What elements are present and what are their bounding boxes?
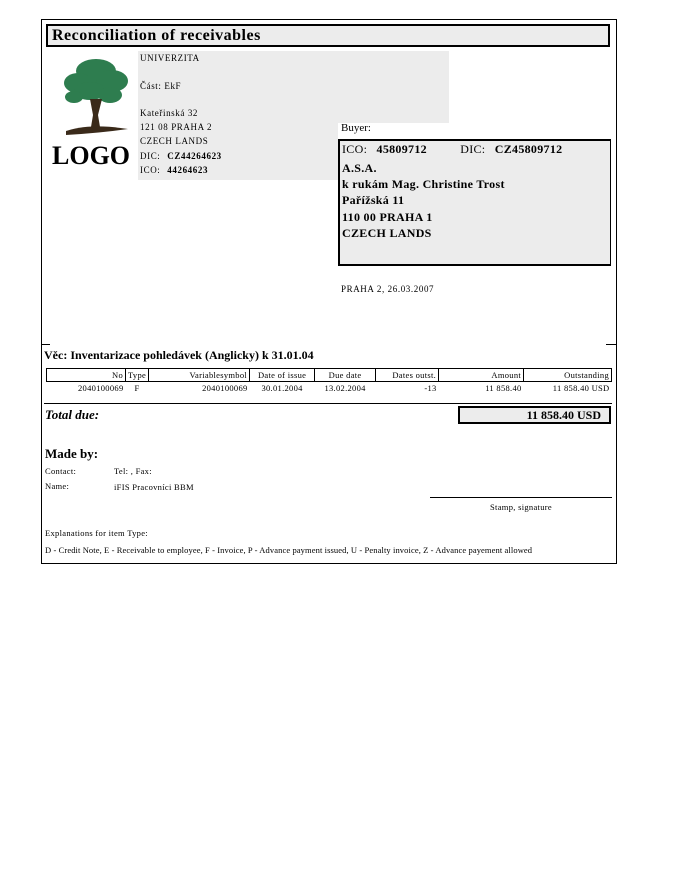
- supplier-city: 121 08 PRAHA 2: [140, 122, 213, 132]
- supplier-dic-value: CZ44264623: [167, 151, 222, 161]
- divider: [44, 403, 612, 404]
- buyer-ico-label: ICO:: [342, 142, 368, 156]
- name-value: iFIS Pracovníci BBM: [114, 482, 194, 492]
- signature-line: [430, 497, 612, 498]
- cell-due-date: 13.02.2004: [324, 383, 366, 393]
- items-table: [46, 368, 612, 394]
- explanations-items: D - Credit Note, E - Receivable to employee, F - Invoice, P - Advance payment issued, U - Penalty invoice, Z - Advance payement allowed: [45, 545, 533, 555]
- buyer-street: Pařížská 11: [342, 193, 405, 207]
- buyer-name: A.S.A.: [342, 161, 377, 175]
- buyer-attention: k rukám Mag. Christine Trost: [342, 177, 505, 191]
- logo-text: LOGO: [52, 141, 131, 170]
- buyer-dic-value: CZ45809712: [494, 142, 563, 156]
- col-dates-outst: Dates outst.: [376, 369, 439, 382]
- total-value: 11 858.40 USD: [458, 406, 611, 424]
- supplier-name: UNIVERZITA: [140, 53, 200, 63]
- col-amount: Amount: [439, 369, 524, 382]
- col-no: No: [47, 369, 126, 382]
- cell-no: 2040100069: [78, 383, 124, 393]
- col-type: Type: [126, 369, 149, 382]
- contact-label: Contact:: [45, 466, 77, 476]
- buyer-city: 110 00 PRAHA 1: [342, 210, 433, 224]
- cell-amount: 11 858.40: [485, 383, 522, 393]
- cell-type: F: [134, 383, 140, 393]
- supplier-ico-label: ICO:: [140, 165, 161, 175]
- buyer-label: Buyer:: [341, 122, 371, 134]
- cell-date-of-issue: 30.01.2004: [261, 383, 303, 393]
- tree-logo-icon: [60, 55, 136, 137]
- cell-dates-outst: -13: [424, 383, 437, 393]
- cell-outstanding: 11 858.40 USD: [552, 383, 610, 393]
- made-by-heading: Made by:: [45, 446, 99, 461]
- supplier-ico: [140, 165, 208, 175]
- col-date-of-issue: Date of issue: [250, 369, 315, 382]
- table-row: [47, 382, 612, 395]
- stamp-label: Stamp, signature: [490, 502, 552, 512]
- buyer-country: CZECH LANDS: [342, 226, 432, 240]
- supplier-dic: [140, 151, 222, 161]
- date-line: PRAHA 2, 26.03.2007: [341, 284, 435, 294]
- subject-line: Věc: Inventarizace pohledávek (Anglicky) k 31.01.04: [44, 348, 314, 362]
- supplier-ico-value: 44264623: [167, 165, 209, 175]
- contact-value: Tel: , Fax:: [114, 466, 152, 476]
- explanations-heading: Explanations for item Type:: [45, 528, 148, 538]
- buyer-ids: [342, 142, 562, 157]
- col-due-date: Due date: [315, 369, 376, 382]
- total-label: Total due:: [45, 407, 100, 422]
- name-label: Name:: [45, 481, 70, 491]
- cell-variable-symbol: 2040100069: [202, 383, 248, 393]
- document-title: Reconciliation of receivables: [46, 24, 610, 47]
- fold-mark-left: [41, 344, 50, 345]
- col-outstanding: Outstanding: [524, 369, 612, 382]
- supplier-dic-label: DIC:: [140, 151, 161, 161]
- fold-mark-right: [606, 344, 617, 345]
- col-variable-symbol: Variablesymbol: [149, 369, 250, 382]
- buyer-ico-value: 45809712: [376, 142, 427, 156]
- supplier-part: Část: EkF: [140, 81, 182, 91]
- supplier-country: CZECH LANDS: [140, 136, 209, 146]
- table-header-row: [47, 369, 612, 382]
- buyer-dic-label: DIC:: [460, 142, 486, 156]
- supplier-street: Kateřinská 32: [140, 108, 199, 118]
